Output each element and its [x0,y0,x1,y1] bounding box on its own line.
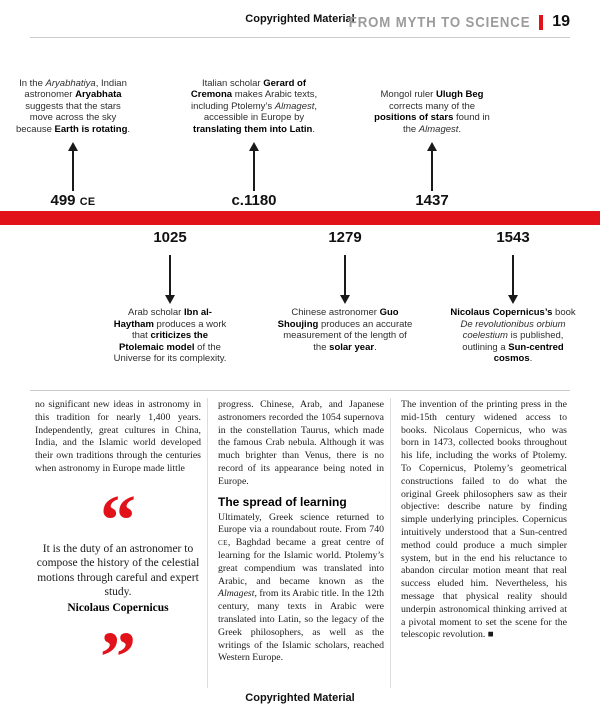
event-date: 1543 [496,229,530,246]
event-caption: Italian scholar Gerard of Cremona makes Arabic texts, including Ptolemy’s Almagest, accessible in Europe by translating them into Latin. [190,77,318,135]
copyright-notice-top: Copyrighted Material [245,13,355,25]
arrow-down-icon [344,255,346,295]
quote-text: It is the duty of an astronomer to compose the history of the celestial motions through careful and expert study. [36,542,200,599]
body-paragraph: The invention of the printing press in the mid-15th century widened access to books. Nicolaus Copernicus, who was born in 1473, collected books throughout his life, including the works of Ptolemy. To Copernicus, Ptolemy’s geometrical constructions failed to do what the original Greek philosophers saw as their objective: describe nature by finding simple underlying principles. Copernicus intuitively understood that a Sun-centred method could produce a much simpler system, but in the end his reluctance to abandon circular motion meant that real success eluded him. Nevertheless, his message that physical reality should underpin astronomical thinking arrived at a pivotal moment to set the scene for the telescopic revolution. ■ [401,399,567,641]
text-column-2 [218,399,384,665]
event-date: c.1180 [231,192,277,209]
arrow-down-icon [512,255,514,295]
body-paragraph: progress. Chinese, Arab, and Japanese astronomers recorded the 1054 supernova in the constellation Taurus, which made the famous Crab nebula. Although it was much brighter than Venus, there is no record of its appearance being noted in Europe. [218,399,384,487]
column-rule [207,398,208,688]
arrow-up-icon [431,151,433,191]
timeline-event-c1180 [188,60,320,211]
event-caption: Nicolaus Copernicus’s book De revolutionibus orbium coelestium is published, outlining a Sun-centred cosmos. [450,307,576,364]
timeline-event-1279 [276,229,414,389]
section-rule [30,390,570,391]
timeline-event-1025 [109,229,231,389]
page-number: 19 [552,13,570,30]
event-caption: Arab scholar Ibn al-Haytham produces a work that criticizes the Ptolemaic model of the Universe for its complexity. [113,307,227,364]
timeline-event-499ce [15,60,131,211]
column-rule [390,398,391,688]
header-red-divider [539,15,543,30]
arrow-down-icon [169,255,171,295]
header-rule [30,37,570,38]
chapter-title: FROM MYTH TO SCIENCE [348,13,531,31]
quote-attribution: Nicolaus Copernicus [67,601,169,614]
text-column-3 [401,399,567,642]
pull-quote [35,479,201,697]
timeline-event-1437 [373,60,491,211]
event-caption: Chinese astronomer Guo Shoujing produces an accurate measurement of the length of the solar year. [277,307,413,353]
section-heading: The spread of learning [218,494,347,509]
arrow-up-icon [253,151,255,191]
copyright-notice-bottom: Copyrighted Material [245,692,355,704]
text-column-1 [35,399,201,697]
arrow-up-icon [72,151,74,191]
running-head [324,13,570,31]
event-caption: Mongol ruler Ulugh Beg corrects many of the positions of stars found in the Almagest. [374,89,490,135]
event-date: 1279 [328,229,362,246]
close-quote-icon: ” [100,616,136,697]
event-date: 499 CE [50,192,96,209]
event-date: 1437 [415,192,449,209]
timeline-bar [0,211,600,225]
timeline-event-1543 [450,229,576,389]
event-caption: In the Aryabhatiya, Indian astronomer Aryabhata suggests that the stars move across the sky because Earth is rotating. [15,77,131,135]
body-paragraph: no significant new ideas in astronomy in this tradition for nearly 1,400 years. Independently, great cultures in China, India, and the Islamic world developed their own traditions through the centuries when astronomy in Europe made little [35,399,201,474]
event-date: 1025 [153,229,187,246]
open-quote-icon: “ [100,479,136,560]
body-paragraph: Ultimately, Greek science returned to Europe via a roundabout route. From 740 CE, Baghdad became a great centre of learning for the Islamic world. Ptolemy’s great compendium was translated into Arabic, and became known as the Almagest, from its Arabic title. In the 12th century, many texts in Arabic were translated into Latin, so the legacy of the Greek philosophers, as well as the writings of the Islamic scholars, reached Western Europe. [218,511,384,664]
